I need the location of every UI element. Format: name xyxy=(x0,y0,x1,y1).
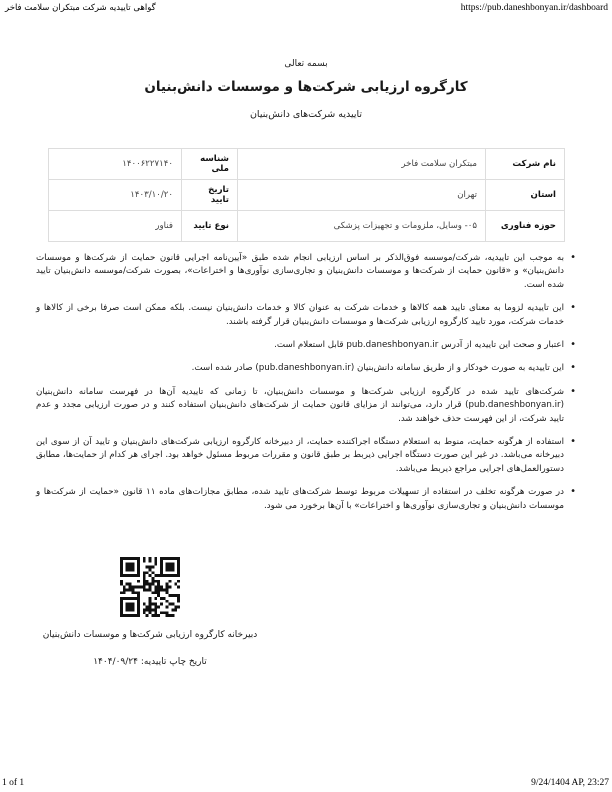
national-id-label: شناسه ملی xyxy=(182,149,238,180)
approval-date-value: ۱۴۰۳/۱۰/۲۰ xyxy=(49,180,182,211)
table-row xyxy=(49,149,565,180)
company-name-value: مبتکران سلامت فاخر xyxy=(238,149,486,180)
table-row xyxy=(49,211,565,242)
bismillah-text: بسمه تعالی xyxy=(284,59,328,69)
approval-type-label: نوع تایید xyxy=(182,211,238,242)
page-number: 1 of 1 xyxy=(2,778,25,788)
province-value: تهران xyxy=(238,180,486,211)
note-item: • این تاییدیه به صورت خودکار و از طریق سامانه دانش‌بنیان (pub.daneshbonyan.ir) صادر شده است. xyxy=(36,362,576,375)
print-datetime: 9/24/1404 AP, 23:27 xyxy=(531,778,609,788)
print-date-line: تاریخ چاپ تاییدیه: ۱۴۰۴/۰۹/۲۴ xyxy=(93,657,207,667)
print-header-url: https://pub.daneshbonyan.ir/dashboard xyxy=(460,3,608,13)
note-item: • شرکت‌های تایید شده در کارگروه ارزیابی شرکت‌ها و موسسات دانش‌بنیان، تا زمانی که تاییدیه آن‌ها در فهرست سامانه دانش‌بنیان (pub.daneshbonyan.ir) قرار دارد، می‌توانند از مزایای قانون حمایت از شرکت‌های دانش‌بنیان استفاده کنند و در صورت ارزیابی مجدد و عدم تایید شرکت، از این فهرست حذف خواهند شد. xyxy=(36,386,576,426)
note-item: • استفاده از هرگونه حمایت، منوط به استعلام دستگاه اجراکننده حمایت، از دبیرخانه کارگروه ارزیابی شرکت‌های دانش‌بنیان و تایید آن از سوی این دبیرخانه می‌باشد. در غیر این صورت دستگاه اجرایی ذیربط بر طبق قانون و مقررات مربوط مسئول خواهد بود. اجرای هر کدام از حمایت‌ها، مطابق دستورالعمل‌های اجرایی مراجع ذیربط می‌باشد. xyxy=(36,436,576,476)
secretariat-line: دبیرخانه کارگروه ارزیابی شرکت‌ها و موسسات دانش‌بنیان xyxy=(42,630,258,640)
province-label: استان xyxy=(486,180,565,211)
company-name-label: نام شرکت xyxy=(486,149,565,180)
notes-list xyxy=(36,252,576,523)
note-item: • به موجب این تاییدیه، شرکت/موسسه فوق‌الذکر بر اساس ارزیابی انجام شده طبق «آیین‌نامه اجرایی قانون حمایت از شرکت‌ها و موسسات دانش‌بنیان» و «قانون حمایت از شرکت‌ها و موسسات دانش‌بنیان و تجاری‌سازی نوآوری‌ها و اختراعات»، بصورت شرکت/موسسه دانش‌بنیان تایید شده است. xyxy=(36,252,576,292)
approval-type-value: فناور xyxy=(49,211,182,242)
tech-field-label: حوزه فناوری xyxy=(486,211,565,242)
national-id-value: ۱۴۰۰۶۲۲۷۱۴۰ xyxy=(49,149,182,180)
tech-field-value: ۰۵- وسایل، ملزومات و تجهیزات پزشکی xyxy=(238,211,486,242)
qr-code xyxy=(120,557,180,617)
note-item: • در صورت هرگونه تخلف در استفاده از تسهیلات مربوط توسط شرکت‌های تایید شده، مطابق مجازات‌های ماده ۱۱ قانون «حمایت از شرکت‌ها و موسسات دانش‌بنیان و تجاری‌سازی نوآوری‌ها و اختراعات» با آن‌ها برخورد می شود. xyxy=(36,486,576,513)
print-footer xyxy=(2,778,609,788)
note-item: • این تاییدیه لزوما به معنای تایید همه کالاها و خدمات شرکت به عنوان کالا و خدمات دانش‌بنیان نیست. بلکه ممکن است صرفا برخی از کالاها و خدمات شرکت، مورد تایید کارگروه ارزیابی شرکت‌ها و موسسات دانش‌بنیان قرار گرفته باشند. xyxy=(36,302,576,329)
print-header xyxy=(5,3,608,13)
certificate-subtitle: تاییدیه شرکت‌های دانش‌بنیان xyxy=(249,109,363,120)
table-row xyxy=(49,180,565,211)
company-info-table xyxy=(48,148,565,242)
print-header-title: گواهی تاییدیه شرکت مبتکران سلامت فاخر xyxy=(5,3,156,13)
stamp-block xyxy=(40,557,260,667)
certificate-title: کارگروه ارزیابی شرکت‌ها و موسسات دانش‌بنیان xyxy=(144,79,468,95)
note-item: • اعتبار و صحت این تاییدیه از آدرس pub.daneshbonyan.ir قابل استعلام است. xyxy=(36,339,576,352)
approval-date-label: تاریخ تایید xyxy=(182,180,238,211)
